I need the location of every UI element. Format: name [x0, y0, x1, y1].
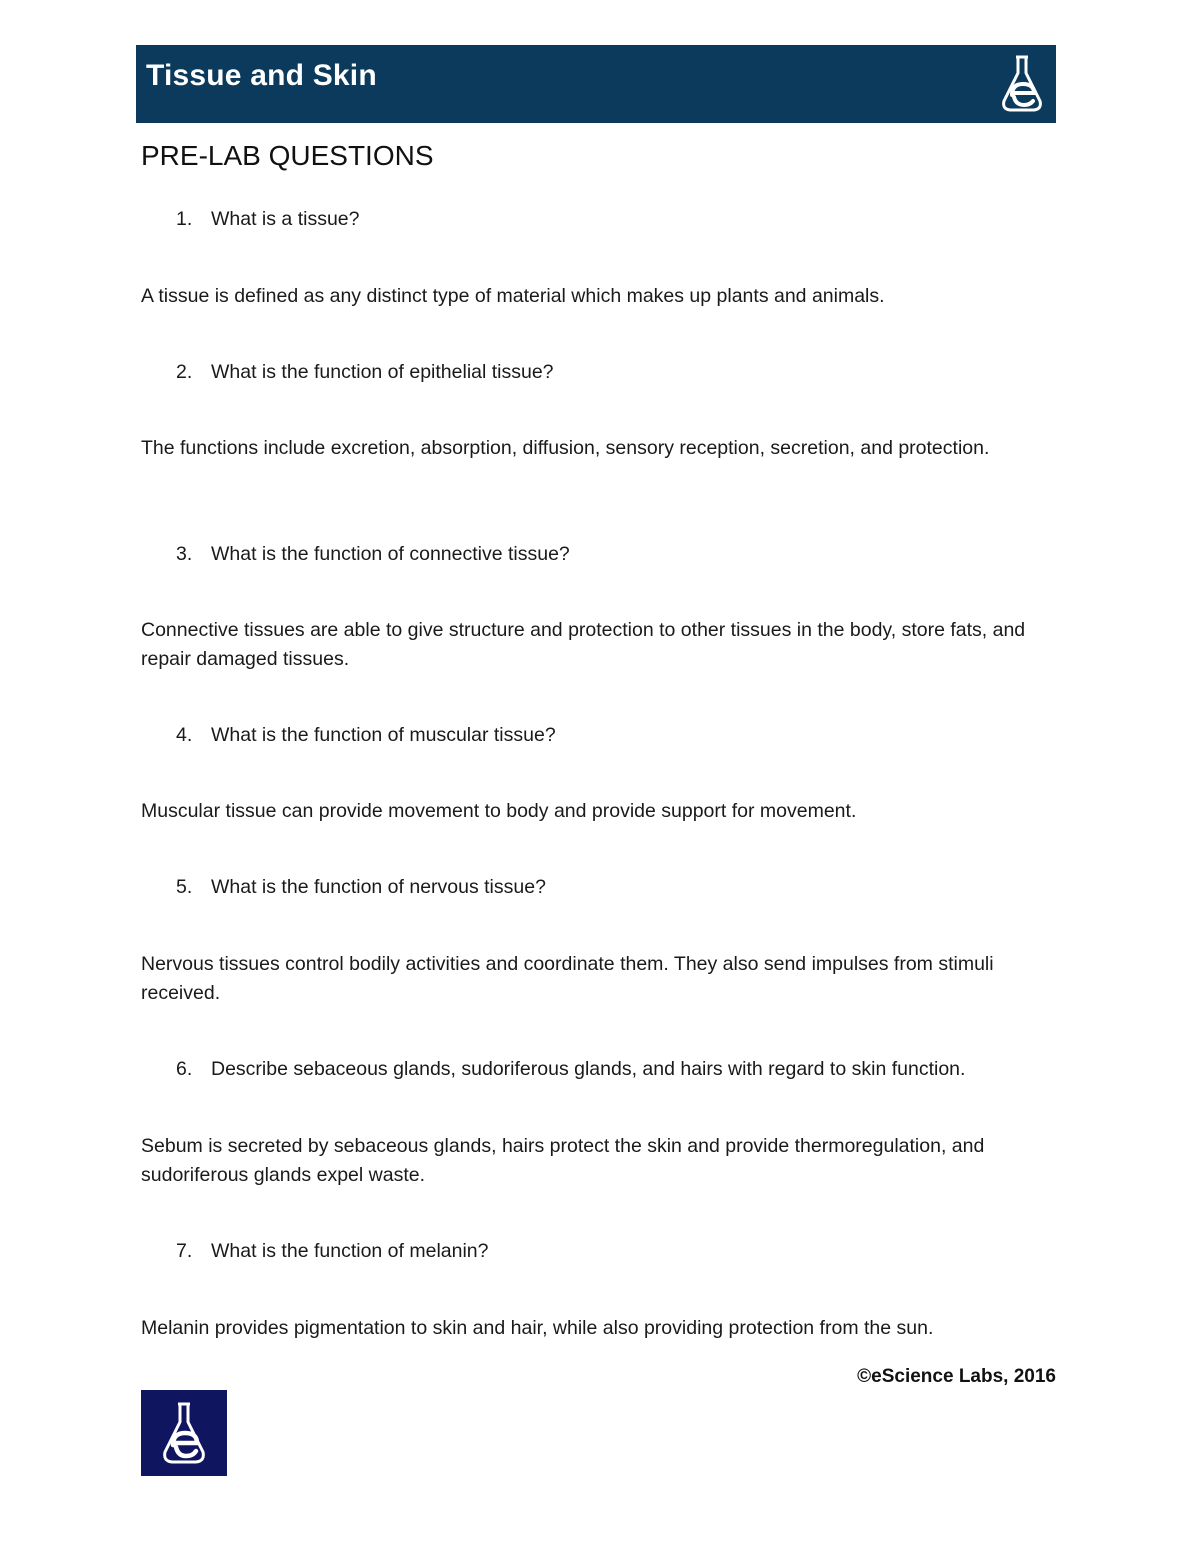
answer-4: Muscular tissue can provide movement to body and provide support for movement.	[141, 800, 857, 822]
question-2	[176, 358, 554, 387]
question-5	[176, 873, 546, 902]
question-number: 1.	[176, 208, 193, 230]
question-3	[176, 540, 570, 569]
section-title: PRE-LAB QUESTIONS	[141, 140, 434, 171]
question-text: What is the function of nervous tissue?	[211, 876, 546, 898]
question-text: What is the function of epithelial tissue?	[211, 361, 554, 383]
answer-2: The functions include excretion, absorption, diffusion, sensory reception, secretion, and protection.	[141, 437, 990, 459]
question-number: 3.	[176, 543, 193, 565]
flask-logo-icon	[996, 53, 1048, 115]
answer-6: Sebum is secreted by sebaceous glands, hairs protect the skin and provide thermoregulation, and sudoriferous glands expel waste.	[141, 1135, 985, 1186]
question-number: 5.	[176, 876, 193, 898]
flask-logo-icon	[157, 1400, 211, 1466]
question-text: What is the function of muscular tissue?	[211, 724, 556, 746]
question-text: What is a tissue?	[211, 208, 360, 230]
question-number: 2.	[176, 361, 193, 383]
answer-1: A tissue is defined as any distinct type of material which makes up plants and animals.	[141, 285, 885, 307]
question-number: 6.	[176, 1058, 193, 1080]
answer-5: Nervous tissues control bodily activities and coordinate them. They also send impulses from stimuli received.	[141, 953, 994, 1004]
question-4	[176, 721, 556, 750]
question-6	[176, 1055, 965, 1084]
question-text: Describe sebaceous glands, sudoriferous glands, and hairs with regard to skin function.	[211, 1058, 966, 1080]
question-text: What is the function of connective tissue?	[211, 543, 570, 565]
answer-7: Melanin provides pigmentation to skin and hair, while also providing protection from the sun.	[141, 1317, 934, 1339]
document-title: Tissue and Skin	[146, 59, 377, 92]
question-1	[176, 205, 359, 234]
footer-logo	[141, 1390, 227, 1476]
question-number: 7.	[176, 1240, 193, 1262]
answer-3: Connective tissues are able to give structure and protection to other tissues in the body, store fats, and repair damaged tissues.	[141, 619, 1026, 670]
question-number: 4.	[176, 724, 193, 746]
question-text: What is the function of melanin?	[211, 1240, 489, 1262]
copyright-notice: ©eScience Labs, 2016	[857, 1366, 1056, 1387]
question-7	[176, 1237, 489, 1266]
header-bar	[136, 45, 1056, 123]
